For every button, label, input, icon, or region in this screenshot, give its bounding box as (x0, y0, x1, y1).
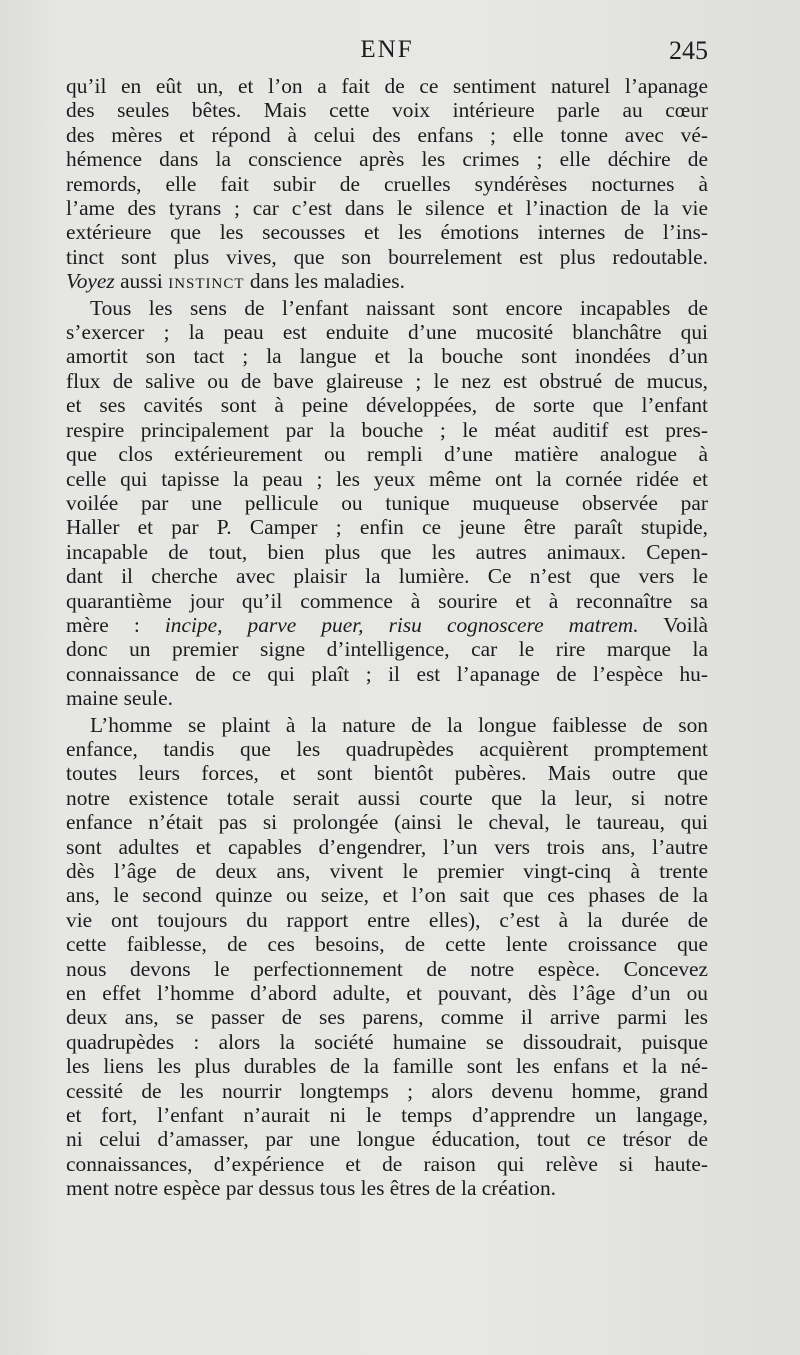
voyez-word: Voyez (66, 269, 115, 294)
text-line: extérieure que les secousses et les émotions internes de l’ins- (66, 220, 708, 245)
text-line: enfance, tandis que les quadrupèdes acquièrent promptement (66, 736, 708, 761)
text-line: dès l’âge de deux ans, vivent le premier vingt-cinq à trente (66, 859, 708, 883)
text-line: et fort, l’enfant n’aurait ni le temps d’apprendre un langage, (66, 1103, 708, 1128)
text-line: amortit son tact ; la langue et la bouche sont inondées d’un (66, 344, 708, 369)
text-line: toutes leurs forces, et sont bientôt pubères. Mais outre que (66, 761, 708, 786)
voyez-after: dans les maladies. (249, 269, 405, 294)
text-line: flux de salive ou de bave glaireuse ; le nez est obstrué de mucus, (66, 368, 708, 393)
latin-before: mère : (66, 612, 140, 637)
text-line: deux ans, se passer de ses parens, comme il arrive parmi les (66, 1005, 708, 1030)
text-line: voilée par une pellicule ou tunique muqueuse observée par (66, 490, 708, 515)
latin-quotation: incipe, parve puer, risu cognoscere matrem. (164, 612, 639, 637)
text-line: tinct sont plus vives, que son bourrelement est plus redoutable. (66, 244, 708, 269)
text-line: ans, le second quinze ou seize, et l’on sait que ces phases de la (66, 883, 708, 908)
voyez-line (66, 269, 708, 293)
text-line: qu’il en eût un, et l’on a fait de ce sentiment naturel l’apanage (66, 74, 708, 98)
text-line: sont adultes et capables d’engendrer, l’un vers trois ans, l’autre (66, 834, 708, 859)
text-line: Haller et par P. Camper ; enfin ce jeune être paraît stupide, (66, 515, 708, 540)
text-line: remords, elle fait subir de cruelles syndérèses nocturnes à (66, 171, 708, 196)
text-line: ni celui d’amasser, par une longue éducation, tout ce trésor de (66, 1127, 708, 1152)
latin-after: Voilà (663, 612, 709, 637)
text-line: respire principalement par la bouche ; le méat auditif est pres- (66, 417, 708, 442)
text-line: que clos extérieurement ou rempli d’une matière analogue à (66, 442, 708, 467)
text-line: quadrupèdes : alors la société humaine se dissoudrait, puisque (66, 1029, 708, 1054)
page-header (66, 30, 708, 70)
text-line: et ses cavités sont à peine développées, de sorte que l’enfant (66, 393, 708, 418)
text-line: incapable de tout, bien plus que les autres animaux. Cepen- (66, 539, 708, 564)
text-line: connaissances, d’expérience et de raison qui relève si haute- (66, 1151, 708, 1176)
running-head: ENF (360, 36, 414, 63)
text-line: maine seule. (66, 686, 173, 711)
text-line: celle qui tapisse la peau ; les yeux même ont la cornée ridée et (66, 466, 708, 491)
voyez-before: aussi (120, 269, 163, 294)
text-line: des mères et répond à celui des enfans ; elle tonne avec vé- (66, 122, 708, 147)
text-line: les liens les plus durables de la famille sont les enfans et la né- (66, 1054, 708, 1079)
page-number: 245 (669, 36, 708, 65)
text-line: vie ont toujours du rapport entre elles), c’est à la durée de (66, 907, 708, 932)
paragraph-start: L’homme se plaint à la nature de la longue faiblesse de son (90, 712, 708, 737)
text-line: donc un premier signe d’intelligence, car le rire marque la (66, 637, 708, 662)
text-line: cessité de les nourrir longtemps ; alors devenu homme, grand (66, 1078, 708, 1103)
text-line: connaissance de ce qui plaît ; il est l’apanage de l’espèce hu- (66, 661, 708, 686)
text-line: cette faiblesse, de ces besoins, de cette lente croissance que (66, 932, 708, 957)
text-line: en effet l’homme d’abord adulte, et pouvant, dès l’âge d’un ou (66, 981, 708, 1006)
text-line: des seules bêtes. Mais cette voix intérieure parle au cœur (66, 98, 708, 123)
text-line: ment notre espèce par dessus tous les êtres de la création. (66, 1176, 557, 1201)
page-body (66, 74, 708, 1201)
text-line: notre existence totale serait aussi courte que la leur, si notre (66, 785, 708, 810)
text-line: dant il cherche avec plaisir la lumière. Ce n’est que vers le (66, 564, 708, 589)
text-line: nous devons le perfectionnement de notre espèce. Concevez (66, 956, 708, 981)
text-line: quarantième jour qu’il commence à sourire et à reconnaître sa (66, 588, 708, 613)
latin-quote-line (66, 613, 708, 637)
text-line: l’ame des tyrans ; car c’est dans le silence et l’inaction de la vie (66, 196, 708, 221)
text-line: enfance n’était pas si prolongée (ainsi le cheval, le taureau, qui (66, 810, 708, 835)
instinct-cross-reference: instinct (168, 269, 245, 294)
text-line: s’exercer ; la peau est enduite d’une mucosité blanchâtre qui (66, 320, 708, 345)
text-line: hémence dans la conscience après les crimes ; elle déchire de (66, 147, 708, 172)
paragraph-start: Tous les sens de l’enfant naissant sont encore incapables de (90, 295, 708, 320)
